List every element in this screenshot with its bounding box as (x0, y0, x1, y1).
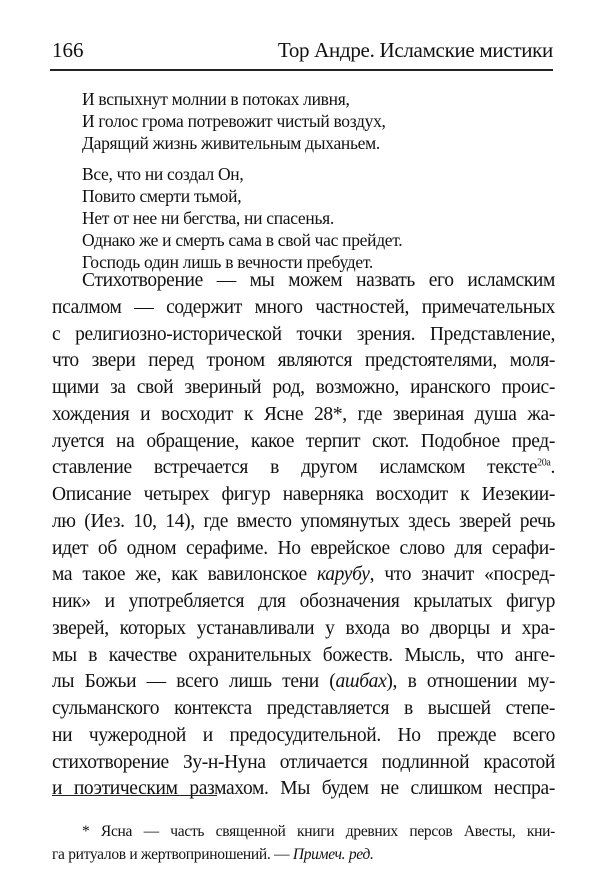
text-run: и поэтическим размахом. Мы будем не слишком неспра- (52, 778, 555, 800)
text-run: лы Божьи — всего лишь тени ( (52, 671, 336, 693)
body-line (52, 268, 555, 295)
text-run: ), в отношении му- (386, 671, 555, 693)
body-line (52, 643, 555, 670)
page-number: 166 (52, 38, 84, 62)
body-line (52, 375, 555, 402)
body-line (52, 536, 555, 563)
text-run: стихотворение Зу-н-Нуна отличается подлинной красотой (52, 751, 555, 773)
text-run: ставление встречается в другом исламском тексте (52, 457, 538, 479)
body-line (52, 696, 555, 723)
body-line (52, 455, 555, 482)
text-run: * Ясна — часть священной книги древних персов Авесты, кни- (82, 823, 555, 840)
text-run: Описание четырех фигур наверняка восходит к Иезекии- (52, 484, 555, 505)
italic-term: ашбах (335, 671, 387, 693)
text-run: , что значит «посред- (369, 564, 555, 586)
poem-stanza (82, 88, 402, 154)
body-line (52, 562, 555, 589)
poem-line: И вспыхнут молнии в потоках ливня, (82, 89, 350, 109)
poem-line: Господь один лишь в вечности пребудет. (82, 252, 373, 272)
text-run: ник» и употребляется для обозначения крылатых фигур (52, 591, 555, 612)
body-line (52, 750, 555, 777)
text-run: идет об одном серафиме. Но еврейское слово для серафи- (52, 537, 555, 559)
text-run: . (550, 457, 555, 479)
text-run: Стихотворение — мы можем назвать его исламским (82, 270, 555, 291)
italic-term: карубу (316, 564, 370, 586)
body-line (52, 616, 555, 643)
body-line (52, 429, 555, 456)
body-line (52, 348, 555, 375)
body-line (52, 402, 555, 429)
footnote-line (52, 843, 555, 866)
header-rule (50, 69, 553, 71)
footnote-reference: 20a (537, 457, 551, 469)
running-title: Тор Андре. Исламские мистики (277, 38, 553, 62)
body-line (52, 295, 555, 322)
italic-term: Примеч. ред. (292, 846, 374, 863)
footnote-rule (52, 795, 217, 796)
text-run: сульманского контекста представляется в высшей степе- (52, 698, 555, 719)
body-line (52, 509, 555, 536)
text-run: хождения и восходит к Ясне 28*, где звериная душа жа- (52, 403, 555, 425)
poem-stanza (82, 163, 402, 273)
text-run: лю (Иез. 10, 14), где вместо упомянутых здесь зверей речь (52, 510, 555, 532)
body-line (52, 669, 555, 696)
poem-line: Повито смерти тьмой, (82, 186, 242, 206)
running-header (52, 38, 553, 68)
text-run: щими за свой звериный род, возможно, иранского проис- (52, 377, 555, 398)
text-run: мы в качестве охранительных божеств. Мысль, что анге- (52, 644, 555, 666)
poem-line: И голос грома потревожит чистый воздух, (82, 111, 386, 131)
poem (82, 88, 402, 282)
body-line (52, 776, 555, 803)
body-line (52, 322, 555, 349)
body-line (52, 723, 555, 750)
text-run: га ритуалов и жертвоприношений. — (52, 846, 293, 863)
text-run: псалмом — содержит много частностей, примечательных (52, 296, 555, 318)
text-run: что звери перед троном являются предстоятелями, моля- (52, 350, 555, 372)
footnote (52, 820, 555, 866)
text-run: ни чужеродной и предосудительной. Но прежде всего (52, 724, 555, 746)
text-run: зверей, которых устанавливали у входа во дворцы и хра- (52, 617, 555, 639)
text-run: луется на обращение, какое терпит скот. Подобное пред- (52, 430, 555, 452)
poem-line: Нет от нее ни бегства, ни спасенья. (82, 208, 334, 228)
poem-line: Дарящий жизнь живительным дыханьем. (82, 133, 380, 153)
poem-line: Однако же и смерть сама в свой час прейдет. (82, 230, 403, 250)
footnote-line (52, 820, 555, 843)
body-line (52, 589, 555, 616)
poem-line: Все, что ни создал Он, (82, 164, 244, 184)
body-line (52, 482, 555, 509)
text-run: с религиозно-исторической точки зрения. Представление, (52, 323, 555, 345)
body-text (52, 268, 555, 803)
text-run: ма такое же, как вавилонское (52, 564, 317, 586)
